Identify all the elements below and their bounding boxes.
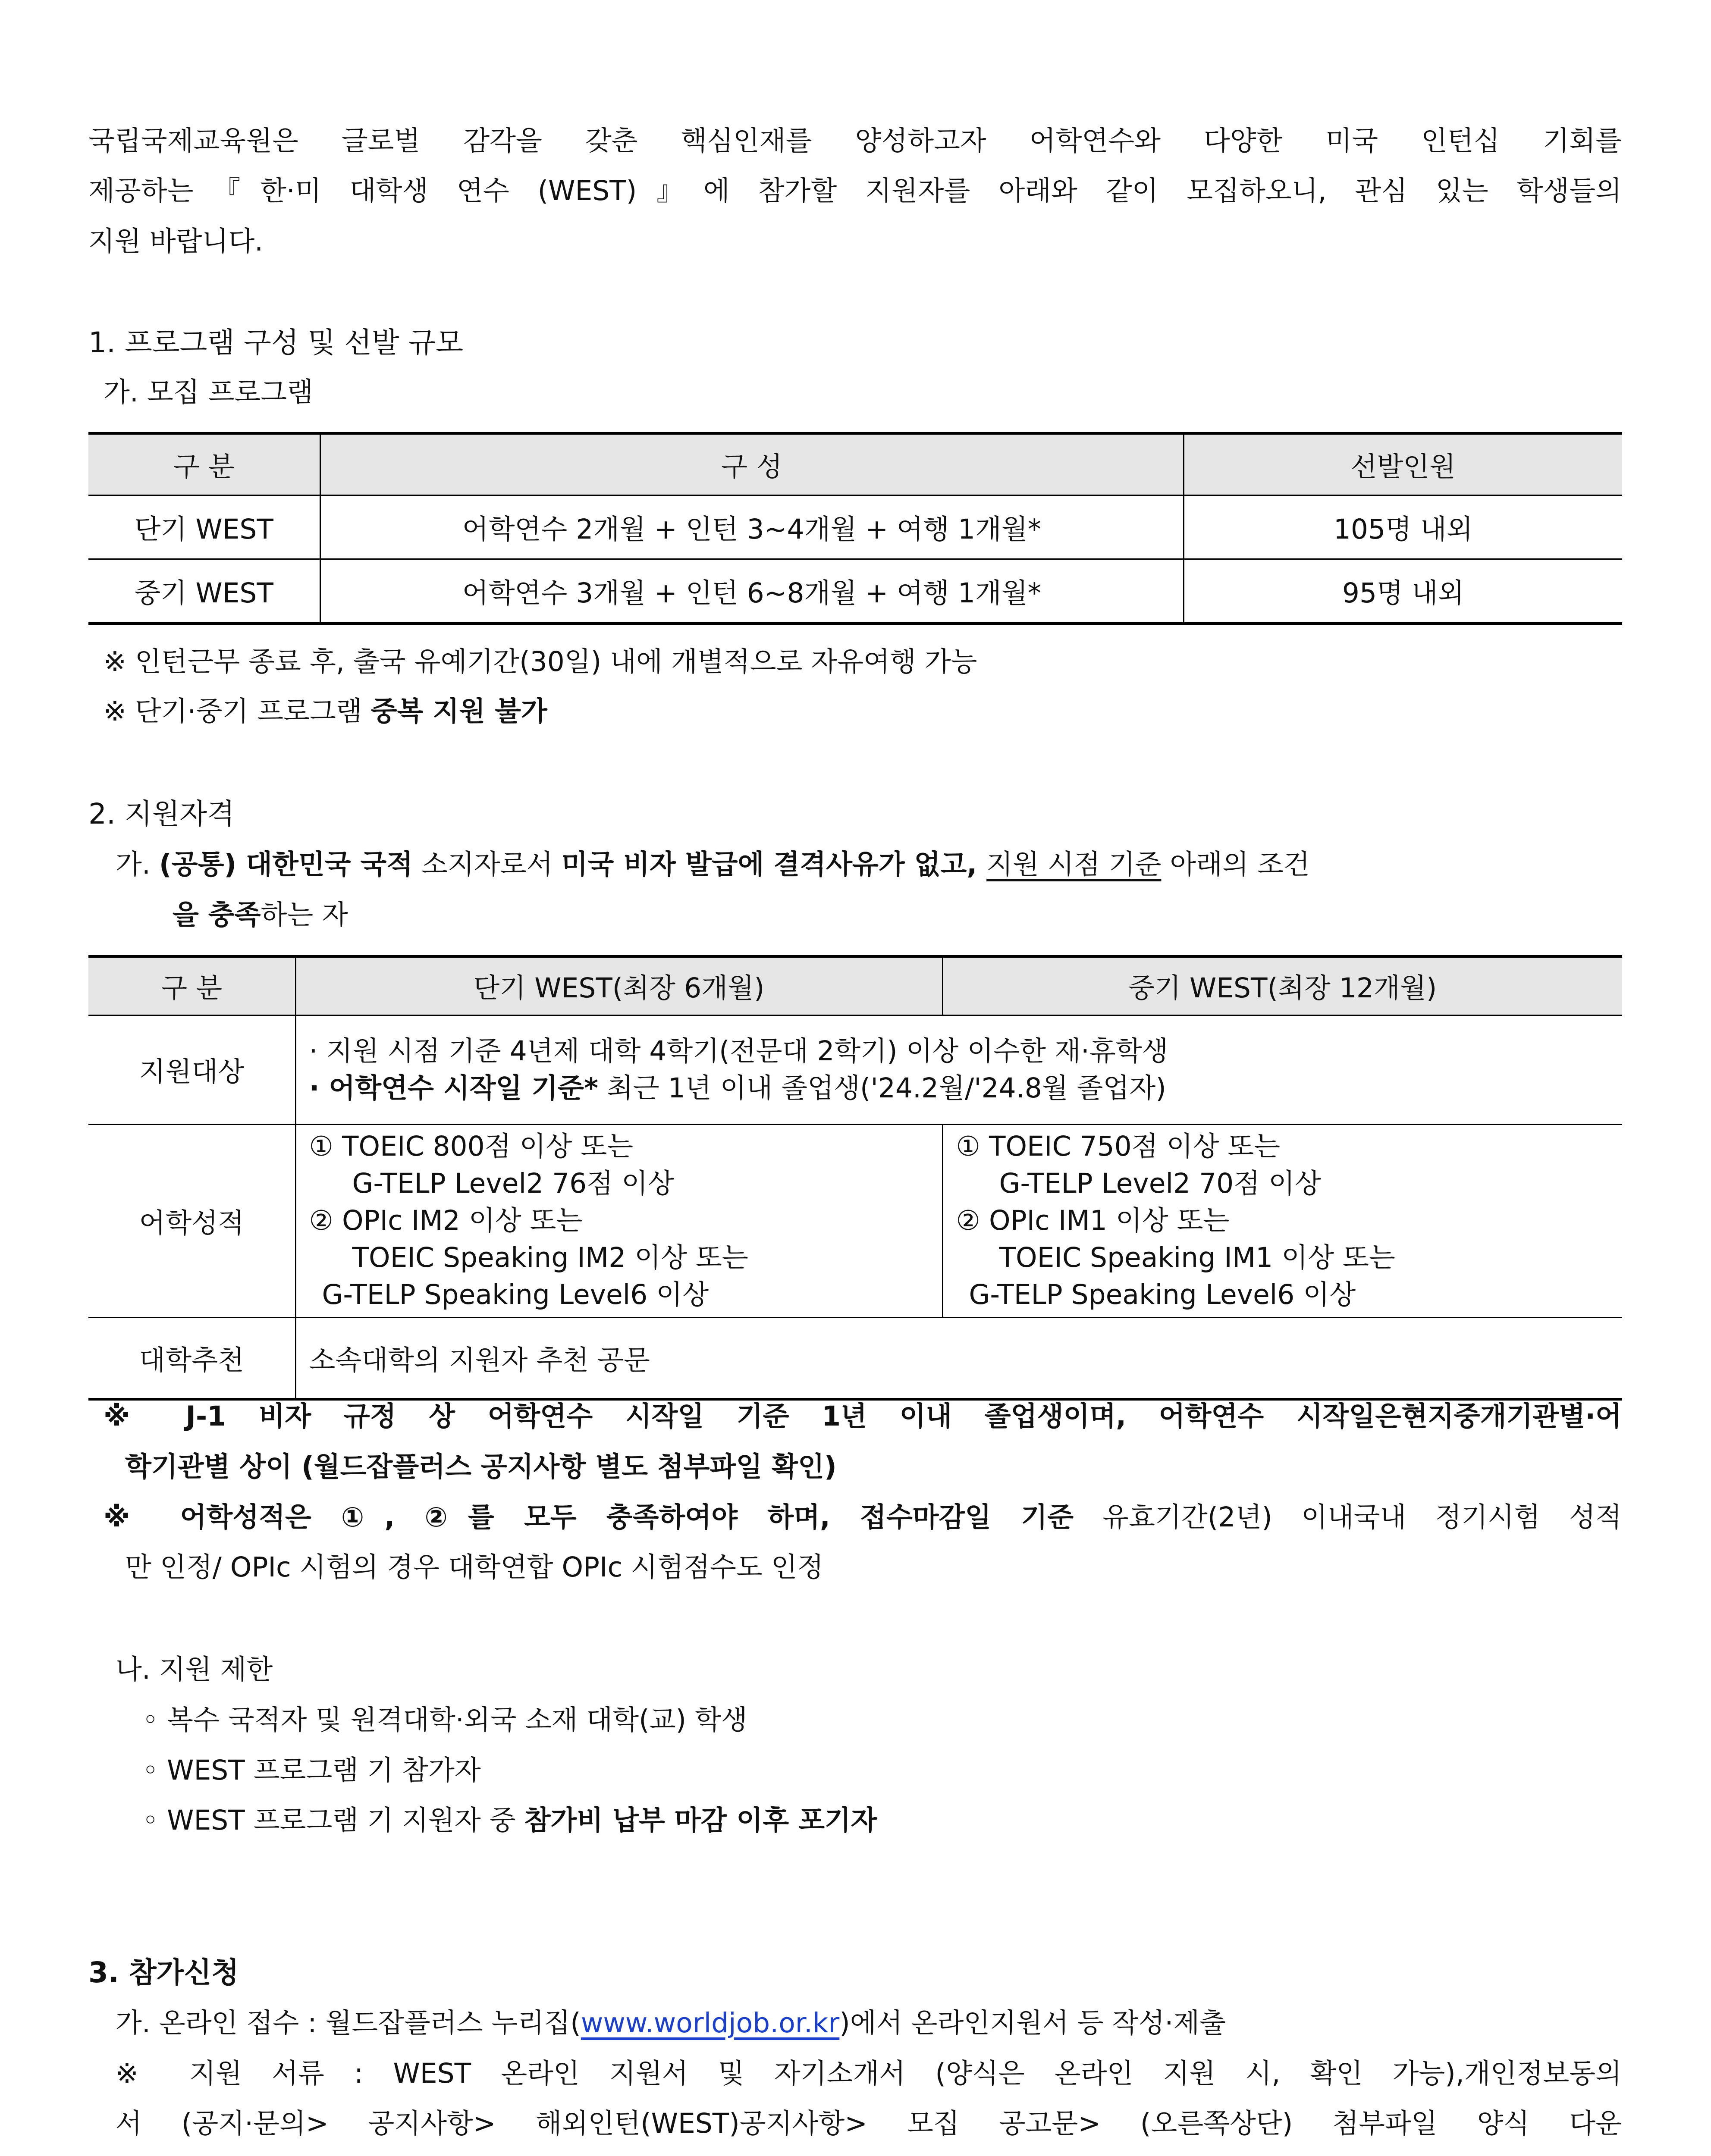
eligibility-table: [88, 955, 1622, 1401]
table-row: [88, 495, 1622, 559]
restrictions-title: 나. 지원 제한: [116, 1654, 273, 1685]
restriction-item: ◦ 복수 국적자 및 원격대학·외국 소재 대학(교) 학생: [142, 1704, 747, 1736]
documents-note-line-1: ※ 지원 서류 : WEST 온라인 지원서 및 자기소개서 (양식은 온라인 지원 시, 확인 가능),개인정보동의: [116, 2058, 1622, 2089]
table-row: [88, 1124, 1622, 1317]
table-row: [88, 1015, 1622, 1124]
language-score-label: 어학성적: [88, 1124, 295, 1317]
program-table-header-composition: 구 성: [320, 433, 1184, 495]
program-composition: 어학연수 2개월 + 인턴 3~4개월 + 여행 1개월*: [320, 495, 1184, 559]
target-value: · 지원 시점 기준 4년제 대학 4학기(전문대 2학기) 이상 이수한 재·휴학생 · 어학연수 시작일 기준* 최근 1년 이내 졸업생('24.2월/'24.8월 졸업자): [295, 1015, 1622, 1124]
program-table: [88, 432, 1622, 625]
worldjob-link[interactable]: www.worldjob.or.kr: [581, 2007, 840, 2039]
program-name: 중기 WEST: [88, 559, 320, 624]
eligibility-header-short: 단기 WEST(최장 6개월): [295, 956, 942, 1015]
restriction-item: ◦ WEST 프로그램 기 지원자 중 참가비 납부 마감 이후 포기자: [142, 1805, 877, 1836]
language-score-note-line-1: ※ 어학성적은 ①, ②를 모두 충족하여야 하며, 접수마감일 기준 유효기간(2년) 이내국내 정기시험 성적: [104, 1501, 1622, 1533]
section-1-subtitle: 가. 모집 프로그램: [104, 376, 314, 408]
program-name: 단기 WEST: [88, 495, 320, 559]
program-quota: 95명 내외: [1184, 559, 1622, 624]
documents-note-line-2: 서 (공지·문의> 공지사항> 해외인턴(WEST)공지사항> 모집 공고문> (오른쪽상단) 첨부파일 양식 다운: [116, 2108, 1622, 2139]
eligibility-line-1: 가. (공통) 대한민국 국적 소지자로서 미국 비자 발급에 결격사유가 없고, 지원 시점 기준 아래의 조건: [116, 849, 1310, 880]
mid-language-requirement: ① TOEIC 750점 이상 또는 G-TELP Level2 70점 이상 ② OPIc IM1 이상 또는 TOEIC Speaking IM1 이상 또는 G-TELP Speaking Level6 이상: [942, 1124, 1622, 1317]
section-1-note-1: ※ 인턴근무 종료 후, 출국 유예기간(30일) 내에 개별적으로 자유여행 가능: [104, 646, 977, 677]
table-row: [88, 559, 1622, 624]
recommendation-value: 소속대학의 지원자 추천 공문: [295, 1317, 1622, 1399]
target-label: 지원대상: [88, 1015, 295, 1124]
j1-visa-note-line-2: 학기관별 상이 (월드잡플러스 공지사항 별도 첨부파일 확인): [125, 1451, 837, 1482]
eligibility-line-2: 을 충족하는 자: [173, 899, 348, 931]
section-3-title: 3. 참가신청: [88, 1956, 239, 1989]
eligibility-header-category: 구 분: [88, 956, 295, 1015]
section-1-title: 1. 프로그램 구성 및 선발 규모: [88, 326, 464, 359]
intro-line-3: 지원 바랍니다.: [88, 226, 264, 257]
eligibility-header-mid: 중기 WEST(최장 12개월): [942, 956, 1622, 1015]
intro-line-1: 국립국제교육원은 글로벌 감각을 갖춘 핵심인재를 양성하고자 어학연수와 다양한 미국 인턴십 기회를: [88, 125, 1622, 157]
online-application-line: 가. 온라인 접수 : 월드잡플러스 누리집(www.worldjob.or.kr)에서 온라인지원서 등 작성·제출: [116, 2007, 1226, 2039]
program-quota: 105명 내외: [1184, 495, 1622, 559]
table-row: [88, 1317, 1622, 1399]
section-1-note-2: ※ 단기·중기 프로그램 중복 지원 불가: [104, 696, 547, 727]
program-table-header-quota: 선발인원: [1184, 433, 1622, 495]
restriction-item: ◦ WEST 프로그램 기 참가자: [142, 1755, 481, 1786]
j1-visa-note-line-1: ※ J-1 비자 규정 상 어학연수 시작일 기준 1년 이내 졸업생이며, 어학연수 시작일은현지중개기관별·어: [104, 1401, 1622, 1432]
language-score-note-line-2: 만 인정/ OPIc 시험의 경우 대학연합 OPIc 시험점수도 인정: [125, 1551, 824, 1583]
section-2-title: 2. 지원자격: [88, 797, 235, 830]
program-table-header-category: 구 분: [88, 433, 320, 495]
program-composition: 어학연수 3개월 + 인턴 6~8개월 + 여행 1개월*: [320, 559, 1184, 624]
intro-line-2: 제공하는『한·미 대학생 연수 (WEST)』에 참가할 지원자를 아래와 같이 모집하오니, 관심 있는 학생들의: [88, 175, 1622, 207]
short-language-requirement: ① TOEIC 800점 이상 또는 G-TELP Level2 76점 이상 ② OPIc IM2 이상 또는 TOEIC Speaking IM2 이상 또는 G-TELP Speaking Level6 이상: [295, 1124, 942, 1317]
recommendation-label: 대학추천: [88, 1317, 295, 1399]
